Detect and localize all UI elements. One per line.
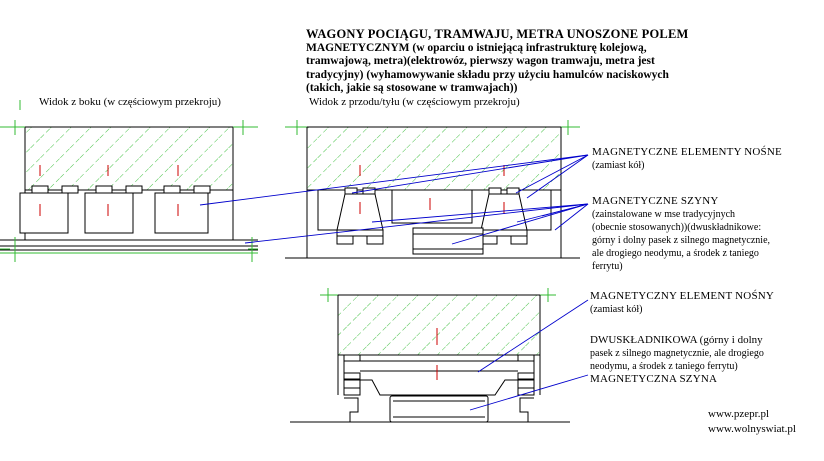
carrier-element-note: (zamiast kół)	[590, 304, 643, 315]
title-line-2: MAGNETYCZNYM (w oparciu o istniejącą infrastrukturę kolejową,	[306, 41, 647, 54]
magnetic-rail-title: MAGNETYCZNA SZYNA	[590, 373, 718, 385]
rails-note-5: ferrytu)	[592, 261, 623, 272]
rails-note-2: (obecnie stosowanych))(dwuskładnikowe:	[592, 222, 762, 233]
detail-carrier	[344, 361, 534, 395]
two-component-line-3: neodymu, a środek z taniego ferrytu)	[590, 361, 738, 372]
footer-site-1: www.pzepr.pl	[708, 408, 769, 420]
detail-view	[290, 288, 570, 422]
title-line-4: tradycyjny) (wyhamowywanie składu przy użyciu hamulców naciskowych	[306, 68, 669, 81]
title-line-5: (takich, jakie są stosowane w tramwajach))	[306, 81, 518, 94]
diagram-title	[306, 27, 689, 95]
carrier-element-title: MAGNETYCZNY ELEMENT NOŚNY	[590, 290, 775, 302]
rails-note-1: (zainstalowane w mse tradycyjnych	[592, 209, 736, 220]
title-line-3: tramwajową, metra)(elektrowóz, pierwszy wagon tramwaju, metra jest	[306, 55, 655, 68]
rails-title: MAGNETYCZNE SZYNY	[592, 195, 719, 207]
rails-note-4: ale drogiego neodymu, a środek z taniego	[592, 248, 759, 259]
front-view-label: Widok z przodu/tyłu (w częściowym przekroju)	[309, 96, 520, 108]
side-view	[0, 100, 258, 262]
side-magnet-3	[155, 193, 208, 233]
rails-note-3: górny i dolny pasek z silnego magnetycznie,	[592, 235, 771, 246]
side-magnet-2	[85, 193, 133, 233]
two-component-line-2: pasek z silnego magnetycznie, ale drogiego	[590, 348, 764, 359]
carrier-elements-title: MAGNETYCZNE ELEMENTY NOŚNE	[592, 146, 782, 158]
carrier-elements-note: (zamiast kół)	[592, 160, 645, 171]
front-view	[285, 120, 580, 258]
side-car-body	[25, 127, 233, 190]
front-car-body	[307, 127, 561, 190]
detail-car-body	[338, 295, 540, 355]
two-component-line-1: DWUSKŁADNIKOWA (górny i dolny	[590, 334, 763, 346]
footer-site-2: www.wolnyswiat.pl	[708, 423, 796, 435]
side-magnet-1	[20, 193, 68, 233]
side-view-label: Widok z boku (w częściowym przekroju)	[39, 96, 221, 108]
front-center-rail	[413, 228, 483, 254]
title-line-1: WAGONY POCIĄGU, TRAMWAJU, METRA UNOSZONE POLEM	[306, 27, 689, 41]
